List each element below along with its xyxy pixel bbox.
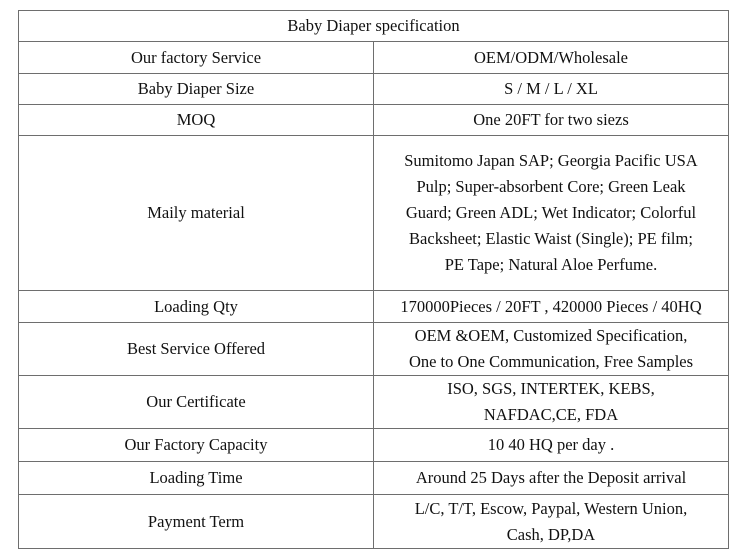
row-value-cell [374, 429, 729, 462]
row-label: Our Certificate [146, 392, 246, 411]
row-value-cell [374, 42, 729, 74]
row-value: One 20FT for two siezs [473, 110, 629, 129]
row-label: Baby Diaper Size [137, 79, 255, 98]
row-label-cell [19, 323, 374, 376]
table-row [19, 495, 729, 549]
table-title-cell [19, 11, 729, 42]
row-value: Around 25 Days after the Deposit arrival [415, 468, 687, 487]
row-label-cell [19, 376, 374, 429]
row-label-cell [19, 429, 374, 462]
table-row [19, 291, 729, 323]
table-row [19, 42, 729, 74]
row-label: Best Service Offered [126, 339, 266, 358]
table-row [19, 323, 729, 376]
row-label-cell [19, 42, 374, 74]
table-row [19, 376, 729, 429]
row-value: OEM &OEM, Customized Specification, One to One Communication, Free Samples [408, 326, 694, 371]
table-title-row [19, 11, 729, 42]
row-label: Maily material [147, 203, 245, 222]
row-value-cell [374, 291, 729, 323]
table-row [19, 462, 729, 495]
row-value-cell [374, 495, 729, 549]
row-value: L/C, T/T, Escow, Paypal, Western Union, Cash, DP,DA [414, 498, 688, 544]
row-value-cell [374, 105, 729, 136]
row-label: Our Factory Capacity [124, 435, 268, 454]
table-row [19, 105, 729, 136]
row-label: Our factory Service [130, 47, 262, 67]
row-value-cell [374, 462, 729, 495]
row-label-cell [19, 74, 374, 105]
row-value-cell [374, 323, 729, 376]
table-row [19, 429, 729, 462]
row-label-cell [19, 462, 374, 495]
row-label: Loading Qty [154, 296, 238, 316]
row-value-cell [374, 376, 729, 429]
table-row [19, 136, 729, 291]
row-label-cell [19, 105, 374, 136]
row-value: 10 40 HQ per day . [487, 435, 615, 454]
row-value: ISO, SGS, INTERTEK, KEBS, NAFDAC,CE, FDA [447, 379, 655, 424]
row-label: Payment Term [147, 511, 245, 531]
row-value: 170000Pieces / 20FT , 420000 Pieces / 40HQ [400, 296, 702, 316]
row-label-cell [19, 495, 374, 549]
row-value-cell [374, 136, 729, 291]
row-label: MOQ [176, 110, 216, 129]
row-value: OEM/ODM/Wholesale [474, 47, 628, 67]
spec-table [18, 10, 729, 549]
table-row [19, 74, 729, 105]
row-label-cell [19, 136, 374, 291]
row-value: S / M / L / XL [504, 79, 598, 98]
row-value-cell [374, 74, 729, 105]
row-label: Loading Time [149, 468, 243, 487]
row-value: Sumitomo Japan SAP; Georgia Pacific USA Pulp; Super-absorbent Core; Green Leak Guard; Green ADL; Wet Indicator; Colorful Backsheet; Elastic Waist (Single); PE film; PE Tape; Natural Aloe Perfume. [404, 151, 698, 274]
row-label-cell [19, 291, 374, 323]
table-title: Baby Diaper specification [287, 16, 460, 35]
